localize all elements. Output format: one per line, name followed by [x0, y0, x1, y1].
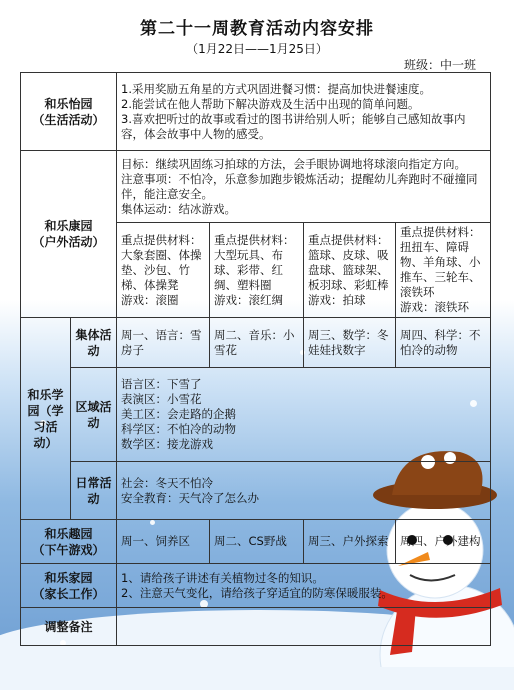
- outdoor-goal-row: [21, 151, 491, 223]
- row-label: 动: [87, 343, 100, 358]
- life-item: 1.采用奖励五角星的方式巩固进餐习惯：提高加快进餐速度。: [121, 81, 431, 96]
- section-name: 园（学: [27, 403, 64, 418]
- section-name: 和乐康园: [44, 219, 93, 233]
- outdoor-group-exercise: 集体运动：结冰游戏。: [121, 201, 237, 216]
- section-subname: （家长工作）: [32, 586, 105, 601]
- row-label: 区域活: [75, 399, 112, 414]
- materials-text: 重点提供材料：扭扭车、障碍物、羊角球、小推车、三轮车、滚铁环: [400, 225, 481, 299]
- learning-activity-label: [21, 318, 71, 520]
- materials-cell: [396, 223, 491, 318]
- materials-game: 游戏：滚铁环: [400, 300, 470, 314]
- family-work-label: [21, 564, 117, 608]
- section-name: 习活: [33, 419, 58, 434]
- materials-text: 重点提供材料：大象套圈、体操垫、沙包、竹梯、体操凳: [121, 232, 202, 292]
- area-item: 语言区：下雪了: [121, 377, 202, 391]
- outdoor-activity-label: [21, 151, 117, 318]
- materials-cell: [117, 223, 210, 318]
- life-activity-row: [21, 73, 491, 151]
- group-activity-cell: 周三、数学：冬娃娃找数字: [304, 318, 396, 368]
- row-label: 集体活: [75, 327, 112, 342]
- remarks-content: [117, 608, 491, 646]
- learning-area-row: [21, 368, 491, 462]
- life-activity-content: [117, 73, 491, 151]
- row-label: 动: [87, 415, 100, 430]
- class-info: 班级：中一班: [403, 58, 476, 72]
- life-item: 3.喜欢把听过的故事或看过的图书讲给别人听；能够自己感知故事内容，体会故事中人物的感受。: [121, 111, 466, 141]
- materials-text: 重点提供材料：大型玩具、布球、彩带、红绸、塑料圈: [214, 232, 295, 292]
- group-activity-cell: 周一、语言：雪房子: [117, 318, 210, 368]
- section-subname: （下午游戏）: [32, 542, 105, 557]
- page-title: 第二十一周教育活动内容安排: [140, 19, 374, 39]
- area-item: 科学区：不怕冷的动物: [121, 422, 237, 436]
- life-activity-label: [21, 73, 117, 151]
- remarks-row: [21, 608, 491, 646]
- afternoon-game-row: [21, 520, 491, 564]
- area-item: 数学区：接龙游戏: [121, 437, 214, 451]
- group-activity-cell: 周二、音乐：小雪花: [210, 318, 304, 368]
- materials-game: 游戏：滚圈: [121, 292, 179, 307]
- area-item: 表演区：小雪花: [121, 392, 202, 406]
- learning-daily-row: [21, 462, 491, 520]
- daily-item: 社会：冬天不怕冷: [121, 475, 214, 490]
- afternoon-game-cell: 周二、CS野战: [210, 520, 304, 564]
- date-range: （1月22日——1月25日）: [186, 42, 328, 56]
- family-item: 2、注意天气变化，请给孩子穿适宜的防寒保暖服装。: [121, 585, 393, 600]
- section-subname: （生活活动）: [32, 112, 105, 127]
- daily-item: 安全教育：天气冷了怎么办: [121, 490, 260, 505]
- group-activity-cell: 周四、科学：不怕冷的动物: [396, 318, 491, 368]
- materials-text: 重点提供材料：篮球、皮球、吸盘球、篮球架、板羽球、彩虹棒: [308, 232, 389, 292]
- life-item: 2.能尝试在他人帮助下解决游戏及生活中出现的简单问题。: [121, 96, 420, 111]
- area-activity-label: [71, 368, 117, 462]
- activity-plan-table: [20, 72, 491, 646]
- section-name: 和乐家园: [44, 570, 93, 585]
- afternoon-game-label: [21, 520, 117, 564]
- section-name: 动）: [33, 435, 58, 450]
- outdoor-note: 注意事项：不怕冷，乐意参加跑步锻炼活动；提醒幼儿奔跑时不碰撞同伴，能注意安全。: [121, 171, 478, 201]
- section-name: 和乐趣园: [44, 526, 93, 541]
- row-label: 动: [87, 491, 100, 506]
- afternoon-game-cell: 周三、户外探索: [304, 520, 396, 564]
- row-label: 日常活: [75, 475, 112, 490]
- group-activity-label: [71, 318, 117, 368]
- materials-cell: [304, 223, 396, 318]
- daily-activity-label: [71, 462, 117, 520]
- learning-group-row: [21, 318, 491, 368]
- materials-game: 游戏：拍球: [308, 292, 366, 307]
- materials-game: 游戏：滚红绸: [214, 292, 284, 307]
- outdoor-goal: 目标：继续巩固练习拍球的方法，会手眼协调地将球滚向指定方向。: [121, 156, 467, 171]
- area-item: 美工区：会走路的企鹅: [121, 407, 237, 421]
- outdoor-goal-content: [117, 151, 491, 223]
- section-name: 和乐怡园: [44, 96, 93, 111]
- afternoon-game-cell: 周一、饲养区: [117, 520, 210, 564]
- area-activity-content: [117, 368, 491, 462]
- family-work-content: [117, 564, 491, 608]
- remarks-label: 调整备注: [21, 608, 117, 646]
- daily-activity-content: [117, 462, 491, 520]
- family-item: 1、请给孩子讲述有关植物过冬的知识。: [121, 570, 324, 585]
- afternoon-game-cell: 周四、户外建构: [396, 520, 491, 564]
- family-work-row: [21, 564, 491, 608]
- section-name: 和乐学: [27, 387, 64, 402]
- section-subname: （户外活动）: [32, 235, 105, 249]
- materials-cell: [210, 223, 304, 318]
